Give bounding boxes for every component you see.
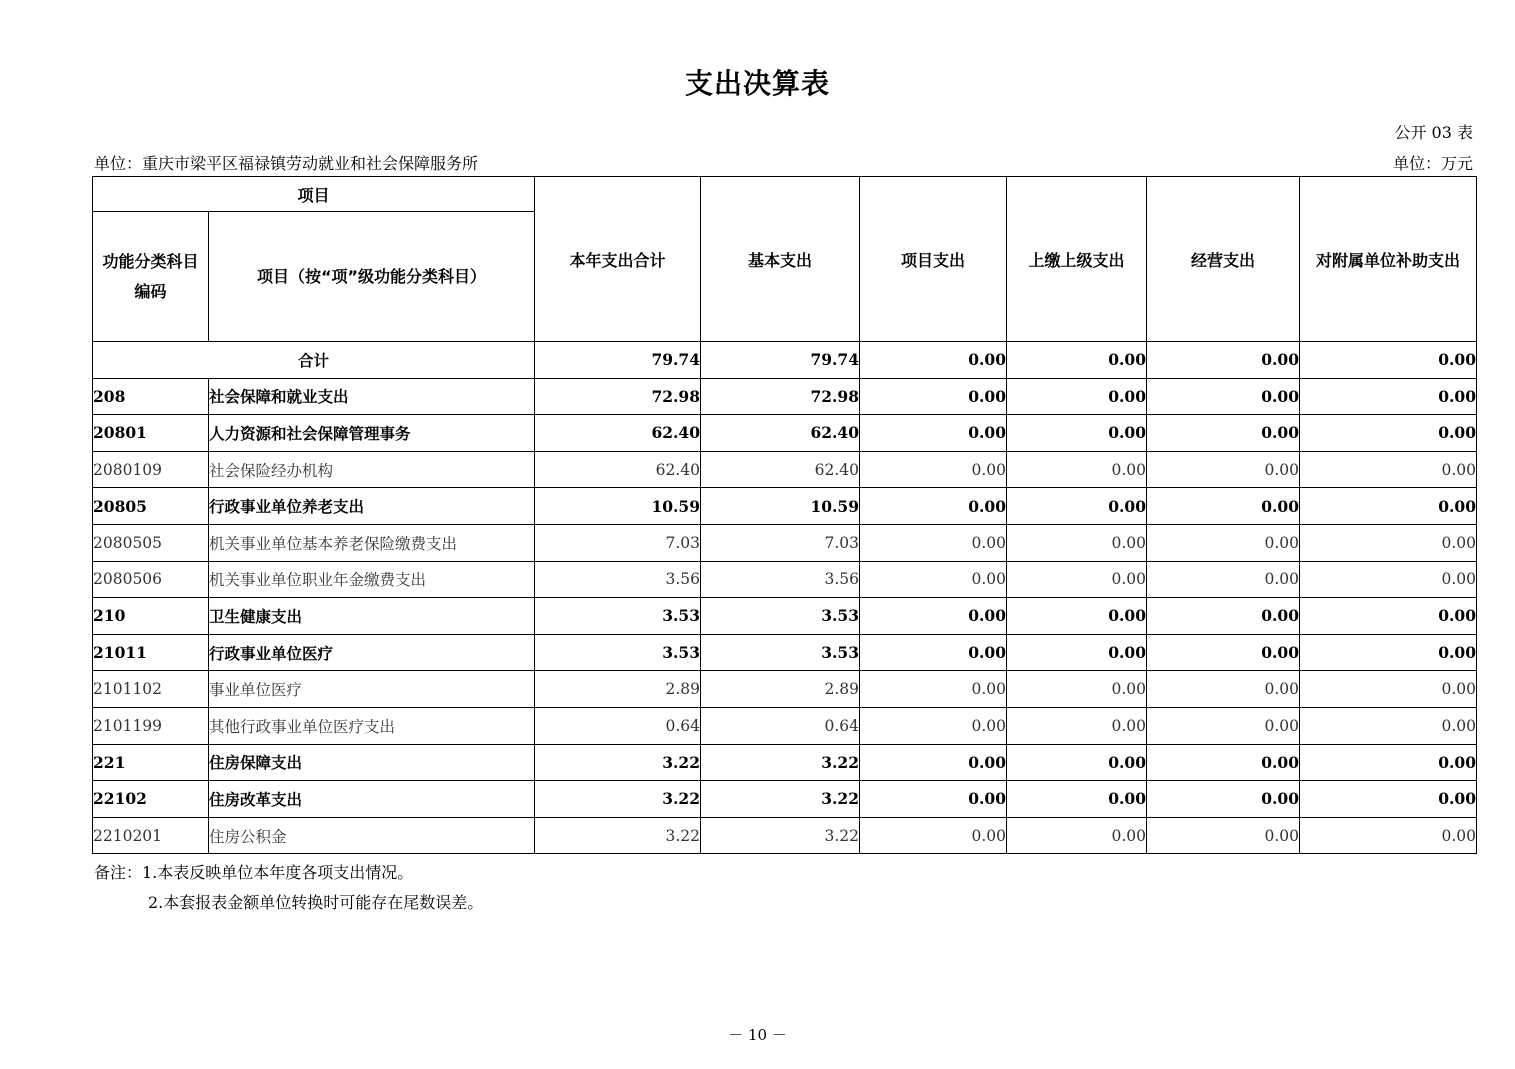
note-line-1: 备注：1.本表反映单位本年度各项支出情况。	[94, 863, 414, 882]
row-value: 0.00	[1007, 488, 1147, 525]
row-value: 0.00	[1007, 451, 1147, 488]
total-value: 0.00	[860, 342, 1007, 379]
row-value: 0.00	[860, 817, 1007, 854]
row-value: 3.22	[535, 744, 701, 781]
row-code: 2080506	[93, 561, 209, 598]
row-value: 3.53	[535, 634, 701, 671]
row-code: 2080505	[93, 524, 209, 561]
row-value: 0.00	[1147, 671, 1300, 708]
row-value: 0.00	[1147, 488, 1300, 525]
row-value: 0.00	[860, 451, 1007, 488]
row-value: 0.00	[1147, 744, 1300, 781]
row-value: 0.00	[860, 415, 1007, 452]
table-row	[93, 598, 1477, 635]
table-row	[93, 744, 1477, 781]
table-header	[93, 177, 1477, 342]
row-value: 0.00	[860, 707, 1007, 744]
row-value: 0.00	[860, 561, 1007, 598]
row-value: 0.00	[860, 671, 1007, 708]
row-value: 0.00	[1147, 707, 1300, 744]
row-value: 0.00	[1007, 378, 1147, 415]
row-value: 62.40	[701, 415, 860, 452]
row-value: 10.59	[535, 488, 701, 525]
row-value: 0.00	[860, 781, 1007, 818]
header-project: 项目	[93, 177, 535, 212]
row-value: 0.64	[701, 707, 860, 744]
row-value: 3.22	[701, 817, 860, 854]
row-name: 社会保障和就业支出	[209, 378, 535, 415]
unit-organization: 单位：重庆市梁平区福禄镇劳动就业和社会保障服务所	[94, 154, 479, 173]
row-value: 0.00	[1147, 781, 1300, 818]
row-value: 0.00	[860, 598, 1007, 635]
row-value: 0.00	[1147, 561, 1300, 598]
table-row	[93, 415, 1477, 452]
unit-currency: 单位：万元	[1392, 154, 1473, 173]
row-value: 0.00	[1147, 524, 1300, 561]
row-value: 62.40	[701, 451, 860, 488]
row-name: 住房改革支出	[209, 781, 535, 818]
header-code	[93, 212, 209, 342]
row-value: 3.22	[535, 817, 701, 854]
row-value: 0.00	[1300, 524, 1477, 561]
total-value: 79.74	[701, 342, 860, 379]
row-name: 行政事业单位医疗	[209, 634, 535, 671]
row-name: 其他行政事业单位医疗支出	[209, 707, 535, 744]
header-col-total: 本年支出合计	[535, 177, 701, 342]
row-name: 机关事业单位基本养老保险缴费支出	[209, 524, 535, 561]
row-name: 社会保险经办机构	[209, 451, 535, 488]
row-value: 0.00	[1147, 598, 1300, 635]
row-value: 0.00	[1007, 524, 1147, 561]
expenditure-table	[92, 176, 1477, 854]
row-value: 0.00	[860, 378, 1007, 415]
row-code: 2101102	[93, 671, 209, 708]
table-row	[93, 488, 1477, 525]
note-line-2: 2.本套报表金额单位转换时可能存在尾数误差。	[148, 893, 484, 912]
row-value: 0.00	[1300, 488, 1477, 525]
header-item-name: 项目（按“项”级功能分类科目）	[209, 212, 535, 342]
row-value: 0.00	[1147, 378, 1300, 415]
row-value: 0.00	[1007, 415, 1147, 452]
row-value: 0.00	[1007, 634, 1147, 671]
row-value: 3.53	[535, 598, 701, 635]
row-value: 0.00	[1300, 634, 1477, 671]
row-value: 72.98	[535, 378, 701, 415]
row-code: 20801	[93, 415, 209, 452]
row-value: 0.00	[1300, 671, 1477, 708]
table-row	[93, 781, 1477, 818]
row-code: 22102	[93, 781, 209, 818]
row-value: 72.98	[701, 378, 860, 415]
total-label: 合计	[93, 342, 535, 379]
row-code: 2080109	[93, 451, 209, 488]
header-col-upper: 上缴上级支出	[1007, 177, 1147, 342]
row-code: 20805	[93, 488, 209, 525]
table-row	[93, 707, 1477, 744]
row-value: 3.53	[701, 634, 860, 671]
row-value: 0.00	[1147, 415, 1300, 452]
row-value: 3.22	[701, 744, 860, 781]
row-value: 0.64	[535, 707, 701, 744]
row-value: 10.59	[701, 488, 860, 525]
row-value: 3.22	[701, 781, 860, 818]
row-code: 21011	[93, 634, 209, 671]
row-value: 0.00	[860, 634, 1007, 671]
row-value: 0.00	[1300, 781, 1477, 818]
row-value: 0.00	[1007, 561, 1147, 598]
row-value: 2.89	[701, 671, 860, 708]
row-value: 0.00	[1300, 451, 1477, 488]
row-value: 3.56	[701, 561, 860, 598]
row-value: 0.00	[1007, 744, 1147, 781]
row-name: 卫生健康支出	[209, 598, 535, 635]
row-value: 0.00	[1007, 817, 1147, 854]
page-number: － 10 －	[728, 1026, 787, 1044]
table-row	[93, 634, 1477, 671]
row-code: 221	[93, 744, 209, 781]
row-name: 住房公积金	[209, 817, 535, 854]
row-value: 0.00	[1300, 707, 1477, 744]
row-value: 0.00	[1300, 378, 1477, 415]
row-value: 3.22	[535, 781, 701, 818]
header-code-line2: 编码	[134, 281, 167, 301]
row-value: 0.00	[1300, 561, 1477, 598]
row-value: 7.03	[535, 524, 701, 561]
table-row	[93, 378, 1477, 415]
row-value: 0.00	[1300, 415, 1477, 452]
table-row	[93, 817, 1477, 854]
row-value: 3.56	[535, 561, 701, 598]
row-value: 0.00	[1007, 781, 1147, 818]
row-value: 0.00	[1300, 598, 1477, 635]
row-value: 0.00	[1007, 707, 1147, 744]
total-value: 0.00	[1300, 342, 1477, 379]
form-code: 公开 03 表	[1394, 123, 1473, 142]
total-value: 0.00	[1007, 342, 1147, 379]
header-col-project: 项目支出	[860, 177, 1007, 342]
row-value: 62.40	[535, 415, 701, 452]
row-name: 住房保障支出	[209, 744, 535, 781]
row-value: 0.00	[1300, 744, 1477, 781]
row-value: 0.00	[860, 744, 1007, 781]
row-value: 0.00	[1147, 634, 1300, 671]
table-row	[93, 671, 1477, 708]
row-value: 2.89	[535, 671, 701, 708]
row-value: 7.03	[701, 524, 860, 561]
table-row	[93, 561, 1477, 598]
row-code: 210	[93, 598, 209, 635]
row-value: 0.00	[860, 524, 1007, 561]
row-code: 2210201	[93, 817, 209, 854]
row-name: 人力资源和社会保障管理事务	[209, 415, 535, 452]
row-value: 62.40	[535, 451, 701, 488]
total-value: 79.74	[535, 342, 701, 379]
header-col-operating: 经营支出	[1147, 177, 1300, 342]
total-value: 0.00	[1147, 342, 1300, 379]
page-title: 支出决算表	[684, 67, 830, 100]
row-name: 行政事业单位养老支出	[209, 488, 535, 525]
table-row	[93, 451, 1477, 488]
header-col-basic: 基本支出	[701, 177, 860, 342]
row-value: 0.00	[1007, 598, 1147, 635]
row-value: 0.00	[860, 488, 1007, 525]
row-value: 0.00	[1147, 451, 1300, 488]
row-code: 208	[93, 378, 209, 415]
table-row	[93, 524, 1477, 561]
total-row	[93, 342, 1477, 379]
table-body	[93, 342, 1477, 854]
row-value: 0.00	[1007, 671, 1147, 708]
row-value: 0.00	[1300, 817, 1477, 854]
header-col-subsidy: 对附属单位补助支出	[1300, 177, 1477, 342]
header-code-line1: 功能分类科目	[102, 251, 199, 271]
row-value: 3.53	[701, 598, 860, 635]
row-name: 事业单位医疗	[209, 671, 535, 708]
row-code: 2101199	[93, 707, 209, 744]
row-name: 机关事业单位职业年金缴费支出	[209, 561, 535, 598]
row-value: 0.00	[1147, 817, 1300, 854]
